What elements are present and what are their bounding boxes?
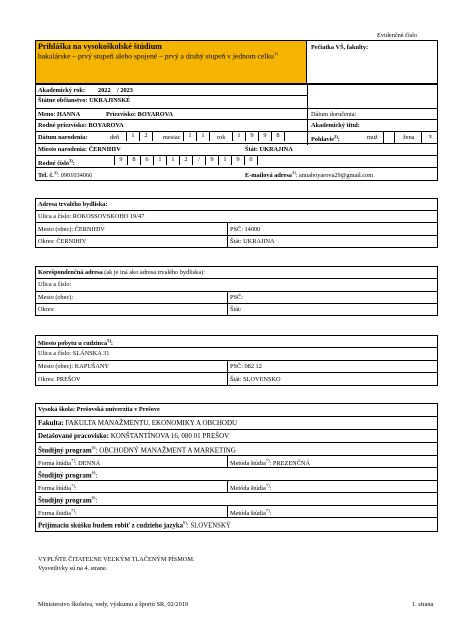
divider [35, 416, 438, 417]
exam-label: Prijímaciu skúšku budem robiť z cudzieho jazyka [38, 522, 184, 530]
academic-year-end: / 2023 [117, 87, 133, 94]
birthplace: Miesto narodenia: ČERNIHIV [38, 146, 121, 153]
program-3-value: : [95, 496, 98, 505]
gender-label-text: Pohlavie [311, 136, 335, 144]
exam-value: : SLOVENSKÝ [186, 522, 231, 530]
correspondence-state: Štát: [230, 306, 242, 313]
divider [227, 505, 228, 517]
form-subtitle [38, 51, 304, 61]
divider [35, 167, 438, 168]
divider [35, 119, 438, 120]
page-number: 1. strana [412, 601, 434, 608]
divider [35, 442, 438, 443]
correspondence-city: Mesto (obec): [38, 294, 74, 301]
citizenship: Štátne občianstvo: UKRAJINSKÉ [38, 97, 131, 104]
permanent-city: Mesto (obec): ČERNIHIV [38, 226, 105, 233]
divider [35, 455, 438, 456]
birth-date-label: Dátum narodenia: [38, 134, 88, 141]
birth-number-digit: 9 [231, 155, 244, 165]
birth-year-cells [232, 131, 285, 141]
birth-day-cells [126, 131, 153, 141]
method-sup: 7) [265, 508, 270, 513]
divider [35, 278, 438, 279]
permanent-district: Okres: ČERNIHIV [38, 238, 87, 245]
phone-value: : 0901034066 [57, 172, 93, 180]
subtitle-text: bakalárske – prvý stupeň alebo spojené – prvý a druhý stupeň v jednom celku [38, 51, 274, 61]
method-3 [230, 508, 271, 517]
female-label: žena [403, 134, 415, 141]
program-3 [38, 495, 97, 504]
program-label: Študijný program [38, 496, 92, 505]
form-1 [38, 458, 100, 467]
instruction-text: VYPLŇTE ČITATEĽNE VEĽKÝM TLAČENÝM PÍSMOM. [38, 556, 195, 563]
birth-number-digit: 9 [205, 155, 218, 165]
birth-year-digit: 9 [258, 131, 271, 141]
email-value: : annaboyarova29@gmail.com [295, 172, 374, 180]
divider [35, 95, 307, 96]
divider [35, 467, 438, 468]
form-2-value: : [74, 485, 77, 493]
method-label: Metóda štúdia [230, 485, 266, 493]
method-label: Metóda štúdia [230, 460, 266, 468]
correspondence-district: Okres: [38, 306, 55, 313]
program-1-value: : OBCHODNÝ MANAŽMENT A MARKETING [95, 446, 236, 455]
birth-number-sup: 3) [68, 158, 73, 163]
surname: Priezvisko: BOYAROVA [106, 111, 173, 118]
exam-sup: 6) [183, 520, 187, 525]
phone-sup: 4) [53, 170, 58, 175]
divider [35, 143, 438, 144]
birth-year-digit: 1 [232, 131, 245, 141]
birth-number-cells [114, 155, 258, 165]
faculty-label: Fakulta: [38, 419, 64, 427]
form-label: Forma štúdia [38, 485, 72, 493]
divider [35, 222, 438, 223]
birth-state: Štát: UKRAJINA [245, 146, 293, 153]
birth-number-digit: 2 [179, 155, 192, 165]
male-checkbox[interactable] [383, 131, 395, 143]
divider [35, 429, 438, 430]
permanent-state: Štát: UKRAJINA [230, 238, 275, 245]
method-2-value: : [269, 485, 272, 493]
form-sup: 7) [71, 483, 75, 488]
academic-year-label: Akademický rok: [38, 87, 85, 94]
birth-month-cells [183, 131, 210, 141]
divider [35, 372, 438, 373]
program-label: Študijný program [38, 471, 92, 480]
foreign-state: Štát: SLOVENSKO [230, 376, 281, 383]
birth-year-digit: 9 [245, 131, 258, 141]
divider [35, 291, 438, 292]
method-2 [230, 483, 271, 492]
faculty-value: FAKULTA MANAŽMENTU, EKONOMIKY A OBCHODU [65, 419, 238, 427]
birth-number-label-text: Rodné číslo [38, 160, 69, 168]
form-3-value: : [74, 510, 77, 518]
form-label: Forma štúdia [38, 510, 72, 518]
divider [35, 235, 438, 236]
ministry-text: Ministerstvo školstva, vedy, výskumu a športu SR, 02/2019 [38, 601, 189, 608]
birth-number-label: Rodné číslo$^{3)}$: [38, 158, 75, 168]
birth-day-digit: 1 [126, 131, 139, 141]
birth-month-digit: 1 [183, 131, 196, 141]
method-label: Metóda štúdia [230, 510, 266, 518]
divider [227, 455, 228, 467]
foreign-psc: PSČ: 082 12 [230, 363, 262, 370]
birth-number-digit: 1 [218, 155, 231, 165]
method-sup: 7) [265, 458, 270, 463]
divider [35, 505, 438, 506]
method-3-value: : [269, 510, 272, 518]
method-sup: 7) [265, 483, 270, 488]
form-title: Prihláška na vysokoškolské štúdium [38, 42, 162, 51]
form-3 [38, 508, 77, 517]
birth-year-digit: 8 [271, 131, 285, 141]
birth-number-digit: 8 [127, 155, 140, 165]
day-label: deň [110, 134, 120, 141]
divider [35, 360, 438, 361]
divider [307, 108, 308, 145]
program-2-value: : [95, 471, 98, 480]
birth-number-digit: 6 [140, 155, 153, 165]
academic-year-start: 2022 [98, 87, 111, 94]
birth-number-digit: 1 [153, 155, 166, 165]
gender-sup: 2) [334, 134, 338, 139]
correspondence-psc: PSČ: [230, 294, 243, 301]
foreign-street: Ulica a číslo: SLÁNSKA 31 [38, 350, 110, 357]
program-sup: 6) [91, 495, 96, 500]
form-sup: 7) [71, 508, 75, 513]
delivery-date-label: Dátum doručenia: [311, 111, 357, 118]
form-label: Forma štúdia [38, 460, 72, 468]
email [245, 170, 373, 179]
divider [35, 347, 438, 348]
year-label: rok [217, 134, 226, 141]
birth-surname: Rodné priezvisko: BOYAROVA [38, 122, 124, 129]
divider [35, 480, 438, 481]
permanent-psc: PSČ: 14000 [230, 226, 261, 233]
birth-number-digit: 1 [166, 155, 179, 165]
correspondence-street: Ulica a číslo: [38, 281, 72, 288]
form-sup: 7) [71, 458, 75, 463]
correspondence-heading-text: Korešpondenčná adresa [38, 269, 103, 276]
method-1 [230, 458, 310, 467]
month-label: mesiac [163, 134, 181, 141]
birth-month-digit: 1 [196, 131, 210, 141]
school-name: Vysoká škola: Prešovská univerzita v Prešove [38, 406, 160, 413]
program-sup: 6) [91, 470, 96, 475]
method-1-value: : PREZENČNÁ [269, 460, 311, 468]
email-label: E-mailová adresa [245, 172, 292, 180]
divider [35, 108, 438, 109]
divider [227, 480, 228, 492]
subtitle-sup: 1) [273, 51, 278, 56]
program-label: Študijný program [38, 446, 92, 455]
permanent-address-heading: Adresa trvalého bydliska: [38, 201, 108, 208]
divider [227, 360, 228, 386]
foreign-residence-heading: Miesto pobytu u cudzinca$^{5)}$: [38, 338, 113, 348]
foreign-language-exam [38, 520, 231, 530]
birth-day-digit: 2 [139, 131, 153, 141]
birth-number-digit: 0 [244, 155, 258, 165]
correspondence-heading-note: (ak je iná ako adresa trvalého bydliska): [104, 269, 205, 276]
form-2 [38, 483, 77, 492]
divider [35, 210, 438, 211]
birth-number-digit: 9 [114, 155, 127, 165]
divider [307, 84, 308, 108]
workplace-label: Detašované pracovisko: [38, 432, 109, 440]
program-sup: 6) [91, 445, 96, 450]
foreign-district: Okres: PREŠOV [38, 376, 81, 383]
program-2 [38, 470, 97, 479]
faculty [38, 419, 237, 427]
phone [38, 170, 92, 179]
divider [35, 517, 438, 518]
first-name: Meno: HANNA [38, 111, 81, 118]
correspondence-heading [38, 269, 205, 276]
birth-number-digit: / [192, 155, 205, 165]
form-1-value: : DENNÁ [74, 460, 101, 468]
foreign-residence-heading-text: Miesto pobytu u cudzinca [38, 340, 108, 348]
foreign-city: Mesto (obec): KAPUŠANY [38, 363, 110, 370]
gender-label: Pohlavie$^{2)}$: [311, 134, 340, 144]
workplace-value: KONŠTANTÍNOVA 16, 080 01 PREŠOV [110, 432, 230, 440]
divider [35, 492, 438, 493]
female-checkbox[interactable]: x [421, 131, 439, 143]
email-sup: 4) [291, 170, 296, 175]
program-1 [38, 445, 236, 454]
academic-title-label: Akademický titul: [311, 122, 360, 129]
male-label: muž [367, 134, 378, 141]
divider [35, 303, 438, 304]
foreign-residence-sup: 5) [107, 338, 111, 343]
workplace [38, 432, 229, 440]
evidence-number-label: Evidenčné číslo [377, 32, 418, 39]
permanent-street: Ulica a číslo: ROKOSSOVSKOHO 19/47 [38, 213, 145, 220]
phone-label: Tel. č. [38, 172, 54, 180]
stamp-label: Pečiatka VŠ, fakulty: [311, 44, 369, 51]
notes-text: Vysvetlivky sú na 4. strane. [38, 565, 108, 572]
